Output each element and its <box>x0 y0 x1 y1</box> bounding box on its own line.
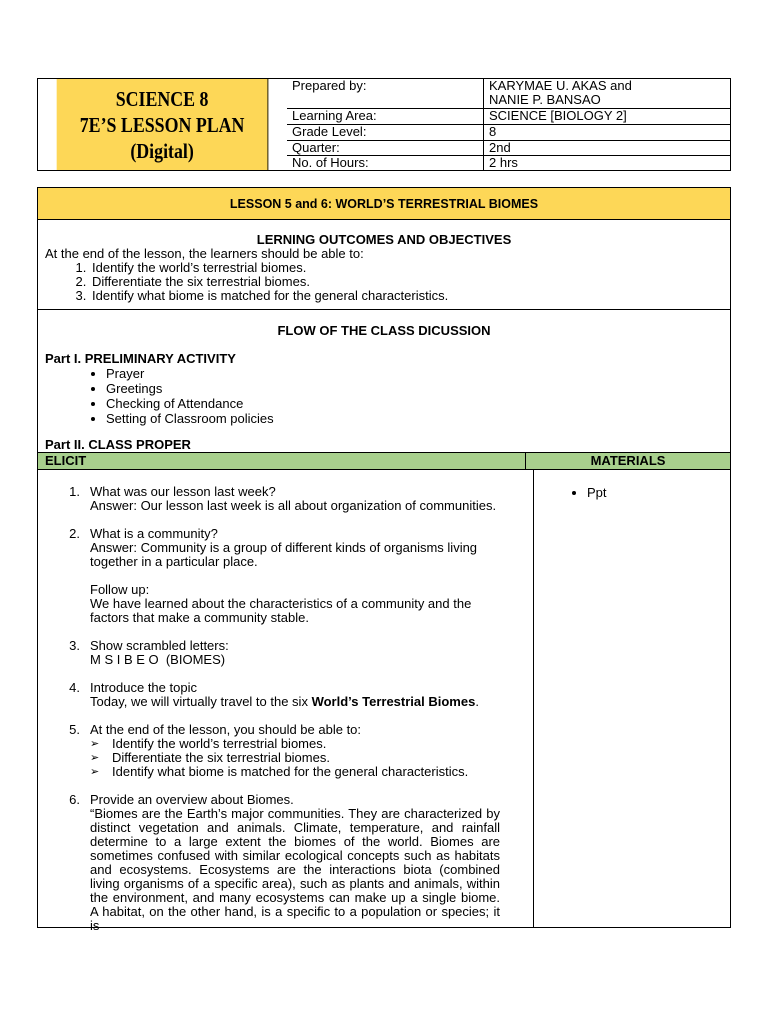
step-2 <box>38 527 533 625</box>
step-answer: M S I B E O (BIOMES) <box>90 652 226 667</box>
step-number: 6. <box>69 792 80 807</box>
follow-up-label: Follow up: <box>90 582 150 597</box>
materials-heading: MATERIALS <box>590 453 666 468</box>
lesson-title: LESSON 5 and 6: WORLD’S TERRESTRIAL BIOMES <box>38 188 730 220</box>
hours-value: 2 hrs <box>489 156 518 170</box>
materials-column <box>534 470 730 928</box>
elicit-body <box>38 470 730 933</box>
list-item: • Prayer <box>106 366 730 381</box>
title-line-3: (Digital) <box>130 138 194 163</box>
step-6 <box>38 793 533 933</box>
lesson-plan-title <box>57 79 269 170</box>
biome-overview-text: “Biomes are the Earth’s major communities. They are characterized by distinct vegetation and animals. Climate, temperature, and rainfall determine to a large extent the biomes of the world. Biomes are sometimes confused with similar ecological concepts such as habitats and ecosystems. Ecosystems are the interactions biota (combined living organisms of a specific area), such as plants and animals, within the environment, and many ecosystems can make up a single biome. A habitat, on the other hand, is a specific to a population or species; it is <box>90 806 500 933</box>
objective-item: 1. Identify the world’s terrestrial biomes. <box>90 261 730 275</box>
step-question: What is a community? <box>90 526 218 541</box>
step-number: 2. <box>69 526 80 541</box>
answer-bold-text: World’s Terrestrial Biomes <box>311 694 476 709</box>
list-item: ➢ Differentiate the six terrestrial biomes. <box>90 751 500 765</box>
step-question: Introduce the topic <box>90 680 197 695</box>
arrow-list <box>90 737 500 779</box>
list-item: ➢ Identify what biome is matched for the general characteristics. <box>90 765 500 779</box>
list-item: • Checking of Attendance <box>106 396 730 411</box>
elicit-heading: ELICIT <box>38 453 526 469</box>
objective-item: 3. Identify what biome is matched for the general characteristics. <box>90 289 730 303</box>
step-4 <box>38 681 533 709</box>
quarter-value: 2nd <box>484 141 730 156</box>
elicit-table <box>38 452 730 933</box>
prepared-by-value <box>484 79 730 109</box>
step-answer: Answer: Our lesson last week is all about organization of communities. <box>90 498 497 513</box>
lesson-body <box>37 187 731 933</box>
step-answer <box>90 695 500 709</box>
list-item: • Greetings <box>106 381 730 396</box>
learning-area-value: SCIENCE [BIOLOGY 2] <box>484 109 730 125</box>
prepared-by-label: Prepared by: <box>287 79 484 109</box>
step-1 <box>38 485 533 513</box>
title-line-1: SCIENCE 8 <box>115 86 209 111</box>
answer-text: Today, we will virtually travel to the six <box>90 694 312 709</box>
step-answer: Answer: Community is a group of different kinds of organisms living together in a particular place. <box>90 540 478 569</box>
step-3 <box>38 639 533 667</box>
outcomes-section <box>38 220 730 310</box>
answer-end: . <box>475 694 479 709</box>
learning-area-label: Learning Area: <box>287 109 484 125</box>
objectives-list <box>38 261 730 303</box>
outcomes-intro: At the end of the lesson, the learners should be able to: <box>45 246 364 261</box>
part2-title: Part II. CLASS PROPER <box>45 437 191 452</box>
step-number: 1. <box>69 484 80 499</box>
list-item: ➢ Identify the world’s terrestrial biomes. <box>90 737 500 751</box>
step-number: 4. <box>69 680 80 695</box>
objective-item: 2. Differentiate the six terrestrial biomes. <box>90 275 730 289</box>
material-item: • Ppt <box>587 485 730 500</box>
hours-label: No. of Hours: <box>287 156 484 170</box>
step-question: Provide an overview about Biomes. <box>90 792 294 807</box>
elicit-steps <box>38 470 534 933</box>
flow-title: FLOW OF THE CLASS DICUSSION <box>277 323 491 338</box>
step-number: 3. <box>69 638 80 653</box>
title-line-2: 7E’S LESSON PLAN <box>79 112 245 137</box>
prepared-by-line-2: NANIE P. BANSAO <box>489 92 601 107</box>
elicit-header <box>38 452 730 470</box>
grade-level-value: 8 <box>484 125 730 141</box>
materials-list <box>534 485 730 500</box>
prepared-by-line-1: KARYMAE U. AKAS and <box>489 79 632 93</box>
step-number: 5. <box>69 722 80 737</box>
preliminary-list <box>38 366 730 426</box>
list-item: • Setting of Classroom policies <box>106 411 730 426</box>
info-grid <box>287 79 730 170</box>
outcomes-title: LERNING OUTCOMES AND OBJECTIVES <box>256 232 512 247</box>
step-question: What was our lesson last week? <box>90 484 276 499</box>
follow-up-text: We have learned about the characteristics of a community and the factors that make a community stable. <box>90 596 472 625</box>
step-question: At the end of the lesson, you should be able to: <box>90 722 362 737</box>
part1-title: Part I. PRELIMINARY ACTIVITY <box>45 351 236 366</box>
step-question: Show scrambled letters: <box>90 638 229 653</box>
header-table <box>37 78 731 171</box>
quarter-label: Quarter: <box>287 141 484 156</box>
step-5 <box>38 723 533 779</box>
grade-level-label: Grade Level: <box>287 125 484 141</box>
